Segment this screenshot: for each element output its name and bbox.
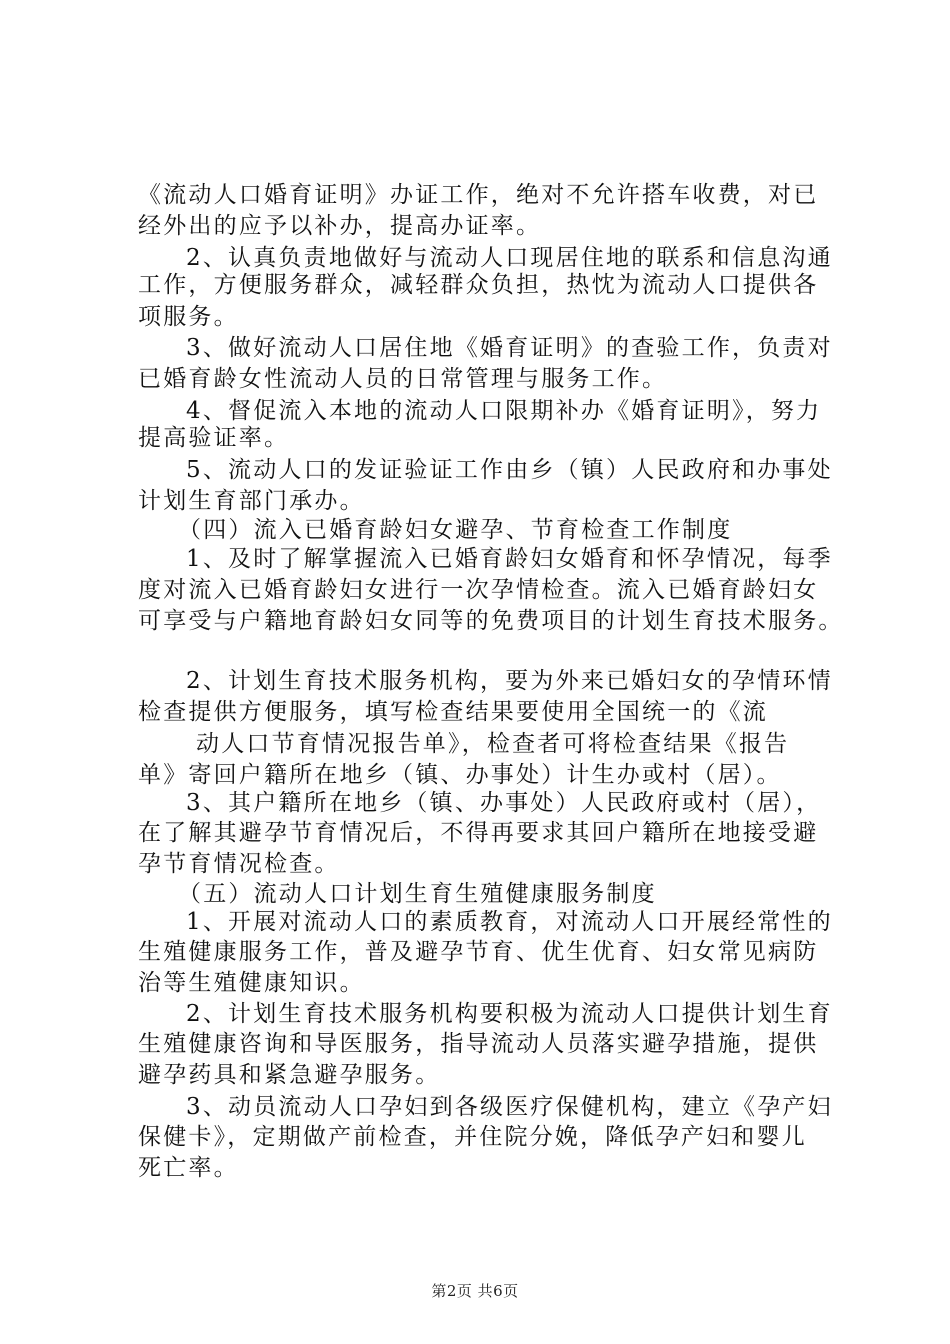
text-line: 提高验证率。	[138, 425, 290, 451]
text-line: 经外出的应予以补办，提高办证率。	[138, 213, 542, 239]
text-line: 已婚育龄女性流动人员的日常管理与服务工作。	[138, 366, 668, 392]
text-line: 治等生殖健康知识。	[138, 970, 365, 996]
text-line: 可享受与户籍地育龄妇女同等的免费项目的计划生育技术服务。	[138, 608, 844, 634]
text-line: 2、计划生育技术服务机构要积极为流动人口提供计划生育	[186, 1001, 833, 1027]
text-line: 动人口节育情况报告单》，检查者可将检查结果《报告	[196, 731, 790, 757]
text-line: 1、及时了解掌握流入已婚育龄妇女婚育和怀孕情况，每季	[186, 546, 833, 572]
text-line: 3、其户籍所在地乡（镇、办事处）人民政府或村（居），	[186, 790, 822, 816]
text-line: 死亡率。	[138, 1155, 239, 1181]
text-line: 生殖健康服务工作，普及避孕节育、优生优育、妇女常见病防	[138, 939, 819, 965]
text-line: 工作，方便服务群众，减轻群众负担，热忱为流动人口提供各	[138, 272, 819, 298]
text-line: 项服务。	[138, 304, 239, 330]
text-line: 保健卡》，定期做产前检查，并住院分娩，降低孕产妇和婴儿	[138, 1124, 807, 1150]
text-line: 避孕药具和紧急避孕服务。	[138, 1062, 441, 1088]
text-line: 度对流入已婚育龄妇女进行一次孕情检查。流入已婚育龄妇女	[138, 577, 819, 603]
text-line: 检查提供方便服务，填写检查结果要使用全国统一的《流	[138, 699, 768, 725]
text-line: 2、认真负责地做好与流动人口现居住地的联系和信息沟通	[186, 245, 833, 271]
text-line: 在了解其避孕节育情况后，不得再要求其回户籍所在地接受避	[138, 820, 819, 846]
text-line: 孕节育情况检查。	[138, 851, 340, 877]
page-number-footer: 第2页 共6页	[431, 1282, 519, 1300]
text-line: 生殖健康咨询和导医服务，指导流动人员落实避孕措施，提供	[138, 1031, 819, 1057]
section-heading: （五）流动人口计划生育生殖健康服务制度	[178, 881, 657, 907]
text-line: 5、流动人口的发证验证工作由乡（镇）人民政府和办事处	[186, 457, 833, 483]
text-line: 计划生育部门承办。	[138, 488, 365, 514]
text-line: 单》寄回户籍所在地乡（镇、办事处）计生办或村（居）。	[138, 762, 782, 788]
text-line: 1、开展对流动人口的素质教育，对流动人口开展经常性的	[186, 909, 833, 935]
text-line: 3、做好流动人口居住地《婚育证明》的查验工作，负责对	[186, 335, 833, 361]
text-line: 4、督促流入本地的流动人口限期补办《婚育证明》，努力	[186, 398, 822, 424]
section-heading: （四）流入已婚育龄妇女避孕、节育检查工作制度	[178, 517, 733, 543]
text-line: 3、动员流动人口孕妇到各级医疗保健机构，建立《孕产妇	[186, 1094, 833, 1120]
text-line: 《流动人口婚育证明》办证工作，绝对不允许搭车收费，对已	[138, 182, 819, 208]
text-line: 2、计划生育技术服务机构，要为外来已婚妇女的孕情环情	[186, 668, 833, 694]
